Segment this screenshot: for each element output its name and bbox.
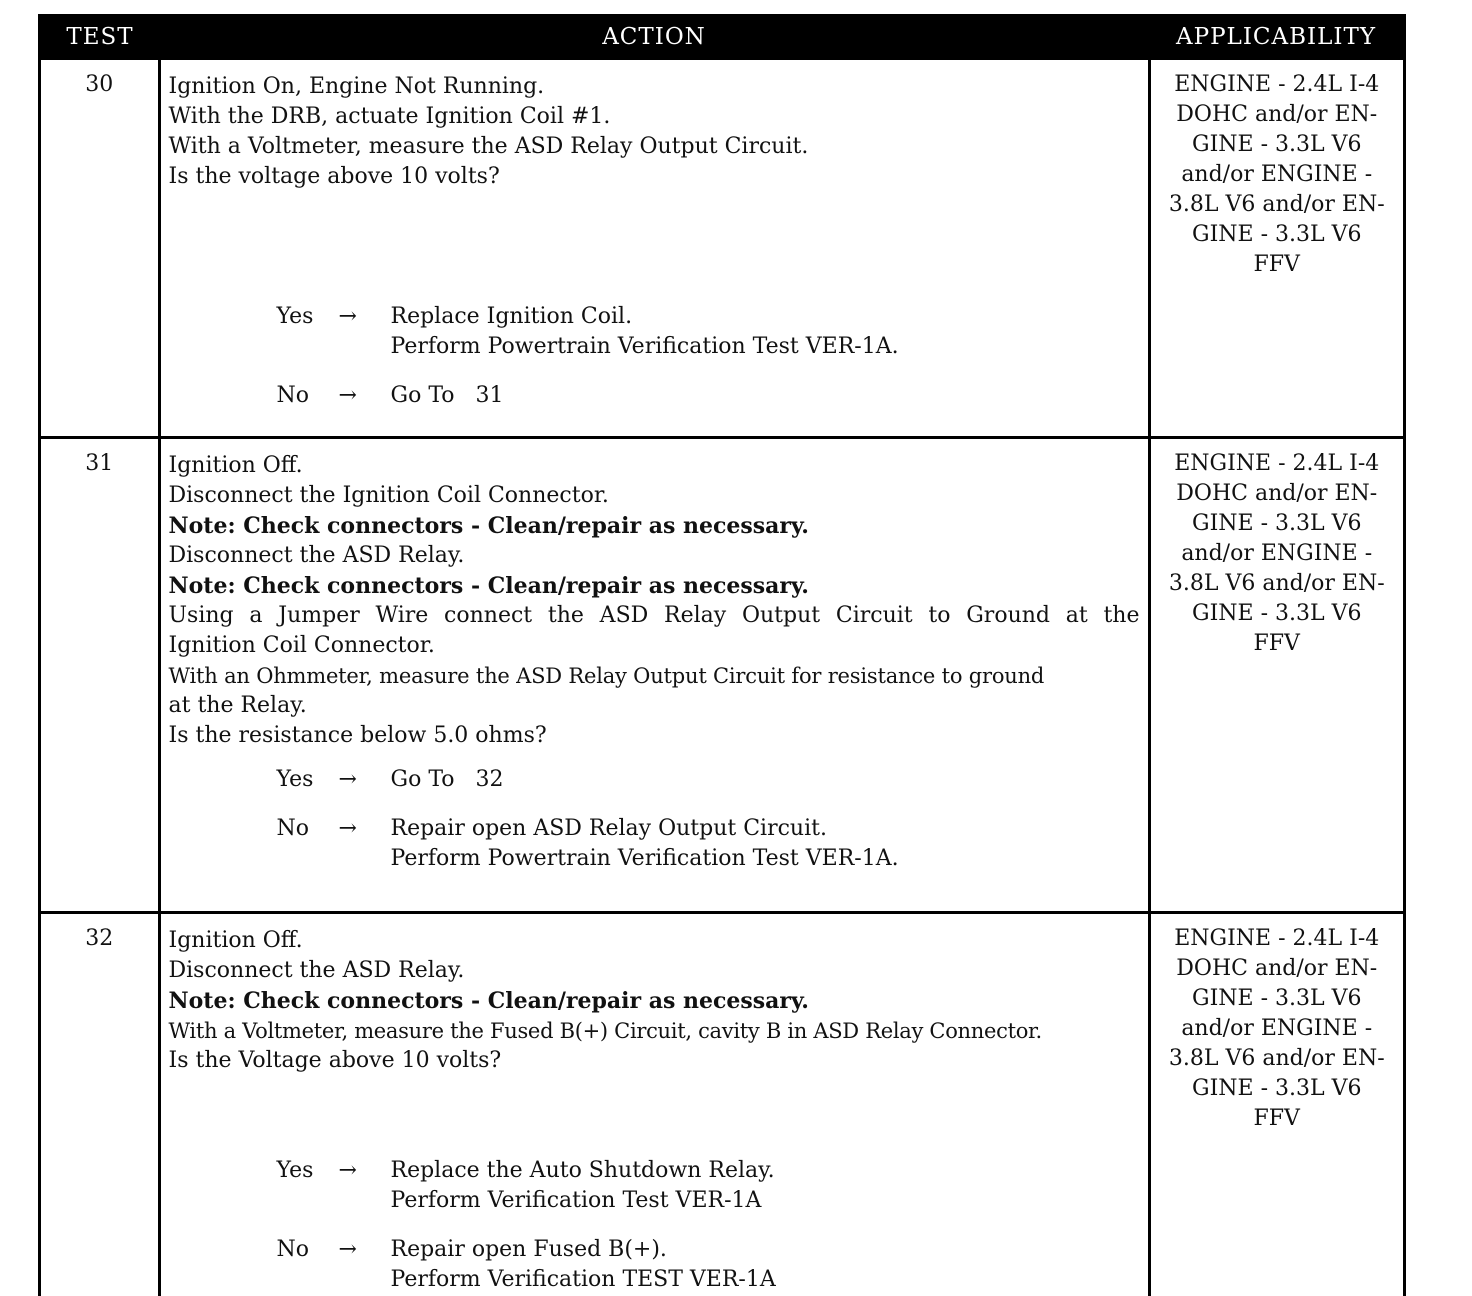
applicability-line: and/or ENGINE -	[1181, 1016, 1373, 1041]
header-row	[41, 17, 1403, 59]
arrow-icon: →	[338, 816, 357, 841]
applicability-line: 3.8L V6 and/or EN-	[1168, 1046, 1385, 1071]
action-note: Note: Check connectors - Clean/repair as necessary.	[168, 573, 809, 599]
applicability-line: FFV	[1253, 1106, 1300, 1131]
applicability-line: 3.8L V6 and/or EN-	[1168, 571, 1385, 596]
yes-label: Yes	[276, 767, 314, 792]
no-result	[391, 1235, 1140, 1295]
header-action: ACTION	[159, 17, 1149, 59]
yes-outcome	[277, 1156, 1140, 1216]
diagnostic-table	[38, 14, 1406, 1296]
header-applicability: APPLICABILITY	[1149, 17, 1403, 59]
result-line: Repair open Fused B(+).	[390, 1237, 667, 1262]
action-step: Ignition Off.	[168, 453, 303, 478]
action-note: Note: Check connectors - Clean/repair as necessary.	[168, 513, 809, 539]
arrow-icon: →	[338, 383, 357, 408]
result-line: Perform Verification TEST VER-1A	[390, 1267, 776, 1292]
header-test: TEST	[41, 17, 159, 59]
arrow-icon: →	[338, 1158, 357, 1183]
test-number: 32	[41, 913, 159, 1296]
applicability-line: GINE - 3.3L V6	[1192, 132, 1362, 157]
action-cell	[159, 913, 1149, 1296]
yes-label: Yes	[276, 304, 314, 329]
no-outcome	[277, 381, 1140, 411]
action-question: Is the Voltage above 10 volts?	[168, 1048, 502, 1073]
action-question: Is the resistance below 5.0 ohms?	[168, 723, 547, 748]
applicability-cell	[1149, 59, 1403, 438]
applicability-line: FFV	[1253, 631, 1300, 656]
applicability-line: GINE - 3.3L V6	[1192, 986, 1362, 1011]
result-line: Replace Ignition Coil.	[390, 304, 633, 329]
no-label: No	[276, 1237, 309, 1262]
no-label: No	[276, 816, 309, 841]
applicability-line: ENGINE - 2.4L I-4	[1174, 926, 1380, 951]
applicability-line: and/or ENGINE -	[1181, 541, 1373, 566]
action-step: With the DRB, actuate Ignition Coil #1.	[168, 104, 611, 129]
result-line: Go To 32	[390, 767, 504, 792]
applicability-line: 3.8L V6 and/or EN-	[1168, 192, 1385, 217]
no-label: No	[276, 383, 309, 408]
test-row	[41, 438, 1403, 913]
test-number: 30	[41, 59, 159, 438]
applicability-line: GINE - 3.3L V6	[1192, 511, 1362, 536]
arrow-icon: →	[338, 767, 357, 792]
no-result	[391, 814, 1140, 874]
action-cell	[159, 438, 1149, 913]
test-row	[41, 59, 1403, 438]
outcomes	[169, 302, 1140, 411]
applicability-line: GINE - 3.3L V6	[1192, 1076, 1362, 1101]
action-note: Note: Check connectors - Clean/repair as necessary.	[168, 988, 809, 1014]
no-outcome	[277, 814, 1140, 874]
action-step: Ignition On, Engine Not Running.	[168, 74, 545, 99]
yes-result	[391, 1156, 1140, 1216]
applicability-line: ENGINE - 2.4L I-4	[1174, 72, 1380, 97]
outcomes	[169, 765, 1140, 874]
result-line: Perform Verification Test VER-1A	[390, 1188, 762, 1213]
result-line: Repair open ASD Relay Output Circuit.	[390, 816, 827, 841]
action-step: Using a Jumper Wire connect the ASD Relay Output Circuit to Ground at the	[168, 603, 1140, 628]
yes-label: Yes	[276, 1158, 314, 1183]
test-number: 31	[41, 438, 159, 913]
applicability-cell	[1149, 438, 1403, 913]
applicability-line: ENGINE - 2.4L I-4	[1174, 451, 1380, 476]
action-step: Disconnect the Ignition Coil Connector.	[168, 483, 609, 508]
applicability-line: FFV	[1253, 252, 1300, 277]
result-line: Perform Powertrain Verification Test VER-1A.	[390, 334, 899, 359]
yes-result	[391, 765, 1140, 795]
result-line: Go To 31	[390, 383, 504, 408]
action-step: Ignition Off.	[168, 928, 303, 953]
action-step: Ignition Coil Connector.	[168, 633, 435, 658]
yes-result	[391, 302, 1140, 362]
test-row	[41, 913, 1403, 1296]
applicability-cell	[1149, 913, 1403, 1296]
action-cell	[159, 59, 1149, 438]
result-line: Replace the Auto Shutdown Relay.	[390, 1158, 775, 1183]
applicability-line: DOHC and/or EN-	[1176, 102, 1378, 127]
yes-outcome	[277, 765, 1140, 795]
action-step: With an Ohmmeter, measure the ASD Relay Output Circuit for resistance to ground	[168, 664, 1045, 688]
action-step: With a Voltmeter, measure the ASD Relay Output Circuit.	[168, 134, 809, 159]
action-question: Is the voltage above 10 volts?	[168, 164, 500, 189]
test-table	[41, 17, 1403, 1296]
arrow-icon: →	[338, 304, 357, 329]
no-outcome	[277, 1235, 1140, 1295]
arrow-icon: →	[338, 1237, 357, 1262]
applicability-line: GINE - 3.3L V6	[1192, 601, 1362, 626]
no-result	[391, 381, 1140, 411]
applicability-line: and/or ENGINE -	[1181, 162, 1373, 187]
action-step: Disconnect the ASD Relay.	[168, 958, 465, 983]
outcomes	[169, 1156, 1140, 1295]
result-line: Perform Powertrain Verification Test VER-1A.	[390, 846, 899, 871]
action-step: at the Relay.	[168, 693, 307, 718]
applicability-line: GINE - 3.3L V6	[1192, 222, 1362, 247]
action-step: With a Voltmeter, measure the Fused B(+) Circuit, cavity B in ASD Relay Connector.	[168, 1019, 1042, 1043]
applicability-line: DOHC and/or EN-	[1176, 481, 1378, 506]
applicability-line: DOHC and/or EN-	[1176, 956, 1378, 981]
action-step: Disconnect the ASD Relay.	[168, 543, 465, 568]
yes-outcome	[277, 302, 1140, 362]
